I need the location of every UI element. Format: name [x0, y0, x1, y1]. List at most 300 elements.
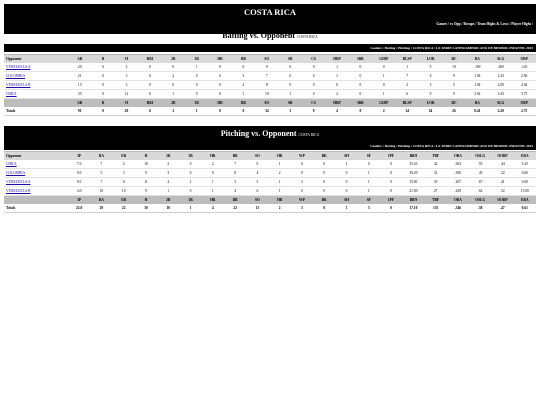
pitching-totals-cell: 4: [202, 204, 224, 213]
pitching-totals-cell: 17.10: [402, 204, 424, 213]
pitching-footer-header-row: [4, 196, 536, 205]
batting-stat-cell: 9: [255, 63, 278, 72]
pitching-stat-cell: 7: [224, 160, 246, 169]
batting-stat-cell: 0: [302, 63, 325, 72]
pitching-stat-cell: 0: [335, 187, 357, 196]
batting-stat-cell: 0: [372, 63, 395, 72]
batting-footer-column-header: BB: [232, 99, 255, 108]
batting-table-row: [4, 72, 536, 81]
batting-totals-cell: 2: [372, 107, 395, 116]
batting-table: [4, 54, 536, 116]
pitching-stat-cell: 0: [380, 160, 402, 169]
pitching-footer-column-header: SF: [358, 196, 380, 205]
batting-stat-cell: 0: [91, 81, 114, 90]
batting-stat-cell: 2: [232, 81, 255, 90]
pitching-stat-cell: 6: [246, 187, 268, 196]
batting-column-header: RBI: [138, 55, 161, 64]
batting-stat-cell: 3.92: [466, 90, 489, 99]
top-nav-links[interactable]: Games / vs Opp / Recaps / Team Highs & Lows / Player Highs /: [436, 22, 533, 26]
batting-stat-cell: 2.94: [512, 81, 536, 90]
pitching-totals-cell: 1: [335, 204, 357, 213]
batting-stat-cell: 0: [325, 81, 348, 90]
batting-breadcrumb[interactable]: Leaders / Batting / Pitching / COSTA RICA / LX SERIE LATINOAMERICANO DE BEISBOL INFANTIL 2023: [370, 46, 533, 50]
pitching-stat-cell: 2: [269, 169, 291, 178]
pitching-stat-cell: 31: [425, 169, 447, 178]
pitching-totals-label: Totals: [4, 204, 68, 213]
batting-column-header: R: [91, 55, 114, 64]
pitching-stat-cell: 5: [90, 169, 112, 178]
batting-stat-cell: 2: [395, 81, 418, 90]
batting-stat-cell: 10: [442, 63, 465, 72]
pitching-stat-cell: 0: [291, 169, 313, 178]
pitching-column-header: ERA: [514, 152, 536, 161]
pitching-column-header: HR: [202, 152, 224, 161]
batting-footer-header-row: [4, 99, 536, 108]
pitching-stat-cell: 0: [135, 169, 157, 178]
batting-stat-cell: 2.43: [489, 72, 512, 81]
batting-stat-cell: 1: [185, 63, 208, 72]
batting-stat-cell: 2: [162, 72, 185, 81]
batting-stat-cell: 0: [302, 81, 325, 90]
pitching-title-block: [4, 126, 536, 138]
batting-stat-cell: 2.56: [512, 72, 536, 81]
pitching-stat-cell: 7: [90, 178, 112, 187]
pitching-column-header: 2B: [157, 152, 179, 161]
pitching-stat-cell: 0: [335, 178, 357, 187]
batting-footer-column-header: SO: [255, 99, 278, 108]
pitching-stat-cell: 1: [157, 187, 179, 196]
batting-stat-cell: 3.43: [489, 90, 512, 99]
pitching-stat-cell: 3: [291, 178, 313, 187]
opponent-link[interactable]: VENEZUELA B: [6, 83, 31, 87]
batting-stat-cell: 7: [255, 72, 278, 81]
batting-stat-cell: 1: [232, 90, 255, 99]
pitching-stat-cell: 0: [313, 187, 335, 196]
pitching-stat-cell: 1: [269, 178, 291, 187]
batting-totals-cell: 91: [68, 107, 91, 116]
batting-totals-cell: 1: [279, 107, 302, 116]
pitching-stat-cell: 4: [246, 169, 268, 178]
pitching-column-header: H: [135, 152, 157, 161]
batting-title-block: [4, 31, 536, 40]
batting-column-header: AB: [68, 55, 91, 64]
batting-stat-cell: 21: [68, 72, 91, 81]
pitching-stat-cell: 1: [202, 187, 224, 196]
pitching-table: [4, 151, 536, 213]
batting-stat-cell: 0: [208, 90, 231, 99]
pitching-totals-cell: .346: [447, 204, 469, 213]
pitching-stat-cell: 0: [380, 178, 402, 187]
batting-stat-cell: 0: [138, 72, 161, 81]
pitching-opponent-cell: [4, 169, 68, 178]
pitching-footer-column-header: 2B: [157, 196, 179, 205]
batting-table-row: [4, 90, 536, 99]
pitching-stat-cell: 0: [313, 178, 335, 187]
batting-breadcrumb-bar: [4, 44, 536, 52]
batting-column-header: SB: [279, 55, 302, 64]
pitching-totals-cell: 3: [358, 204, 380, 213]
batting-stat-cell: 0: [138, 63, 161, 72]
pitching-footer-column-header: ER: [113, 196, 135, 205]
pitching-stat-cell: .429: [447, 187, 469, 196]
batting-totals-row: [4, 107, 536, 116]
batting-stat-cell: 2.00: [489, 81, 512, 90]
opponent-link[interactable]: VENEZUELA B: [6, 189, 31, 193]
pitching-totals-cell: 30: [135, 204, 157, 213]
batting-column-header: HBP: [325, 55, 348, 64]
batting-column-header: Opponent: [4, 55, 68, 64]
pitching-stat-cell: 6.00: [514, 169, 536, 178]
batting-column-header: H: [115, 55, 138, 64]
batting-column-header: BC: [442, 55, 465, 64]
batting-stat-cell: 1: [395, 63, 418, 72]
batting-stat-cell: 5: [442, 81, 465, 90]
pitching-breadcrumb[interactable]: Leaders / Batting / Pitching / COSTA RICA / LX SERIE LATINOAMERICANO DE BEISBOL INFANTIL 2023: [370, 144, 533, 148]
batting-stat-cell: .143: [512, 63, 536, 72]
batting-footer-column-header: 2B: [162, 99, 185, 108]
batting-stat-cell: .200: [489, 63, 512, 72]
pitching-opponent-cell: [4, 187, 68, 196]
batting-totals-label: Totals: [4, 107, 68, 116]
pitching-totals-cell: .47: [491, 204, 513, 213]
pitching-column-header: OSLG: [469, 152, 491, 161]
pitching-stat-cell: 10: [135, 160, 157, 169]
batting-totals-cell: 14: [395, 107, 418, 116]
batting-stat-cell: 1: [325, 72, 348, 81]
batting-stat-cell: 5: [419, 63, 442, 72]
batting-totals-cell: 1: [185, 107, 208, 116]
pitching-footer-column-header: SO: [246, 196, 268, 205]
pitching-footer-column-header: BB/9: [402, 196, 424, 205]
pitching-stat-cell: 3: [157, 169, 179, 178]
pitching-stat-cell: 1: [269, 160, 291, 169]
pitching-column-header: TBF: [425, 152, 447, 161]
batting-totals-cell: 34: [255, 107, 278, 116]
pitching-totals-cell: 29: [90, 204, 112, 213]
batting-opponent-cell: [4, 63, 68, 72]
batting-column-header: RLSP: [395, 55, 418, 64]
pitching-stat-cell: 3.43: [514, 160, 536, 169]
batting-footer-column-header: SLG: [489, 99, 512, 108]
batting-footer-column-header: LOB: [419, 99, 442, 108]
pitching-stat-cell: 0.0: [68, 178, 90, 187]
pitching-stat-cell: 0: [358, 160, 380, 169]
pitching-stat-cell: 1: [202, 178, 224, 187]
pitching-stat-cell: 0: [291, 187, 313, 196]
batting-stat-cell: 0: [185, 72, 208, 81]
pitching-footer-column-header: OOBP: [491, 196, 513, 205]
pitching-stat-cell: .67: [469, 178, 491, 187]
pitching-stat-cell: 0: [179, 160, 201, 169]
opponent-link[interactable]: CHILE: [6, 162, 17, 166]
pitching-footer-column-header: ERA: [514, 196, 536, 205]
pitching-footer-column-header: IPF: [380, 196, 402, 205]
pitching-totals-cell: 10: [157, 204, 179, 213]
team-title: COSTA RICA: [243, 7, 297, 17]
batting-totals-cell: 2.20: [489, 107, 512, 116]
batting-stat-cell: 10: [255, 90, 278, 99]
batting-stat-cell: 9: [442, 72, 465, 81]
pitching-stat-cell: .41: [491, 178, 513, 187]
pitching-stat-cell: 0: [179, 187, 201, 196]
batting-stat-cell: 12: [115, 90, 138, 99]
pitching-totals-cell: 22: [113, 204, 135, 213]
batting-stat-cell: 1: [279, 90, 302, 99]
pitching-stat-cell: 15.00: [514, 187, 536, 196]
batting-footer-column-header: 3B: [185, 99, 208, 108]
batting-totals-cell: 4: [325, 107, 348, 116]
pitching-totals-cell: 2: [269, 204, 291, 213]
pitching-stat-cell: 8: [224, 169, 246, 178]
pitching-column-header: WP: [291, 152, 313, 161]
pitching-totals-cell: 13: [246, 204, 268, 213]
pitching-footer-column-header: OSLG: [469, 196, 491, 205]
pitching-stat-cell: 1: [269, 187, 291, 196]
opponent-link[interactable]: VENEZUELA A: [6, 180, 31, 184]
batting-stat-cell: 35: [68, 90, 91, 99]
pitching-opponent-cell: [4, 178, 68, 187]
pitching-stat-cell: .62: [469, 187, 491, 196]
batting-totals-cell: 0: [349, 107, 372, 116]
pitching-footer-column-header: H: [135, 196, 157, 205]
pitching-stat-cell: 0: [113, 178, 135, 187]
pitching-table-row: [4, 178, 536, 187]
batting-column-header: BB: [232, 55, 255, 64]
pitching-title-bar: [4, 126, 536, 150]
batting-footer-column-header: CS: [302, 99, 325, 108]
batting-footer-column-header: OBP: [512, 99, 536, 108]
pitching-column-header: SF: [358, 152, 380, 161]
batting-stat-cell: 0: [302, 72, 325, 81]
batting-column-header: IBB: [349, 55, 372, 64]
pitching-table-row: [4, 187, 536, 196]
pitching-header-row: [4, 152, 536, 161]
batting-column-header: SO: [255, 55, 278, 64]
pitching-stat-cell: 0: [246, 160, 268, 169]
batting-stat-cell: 9: [442, 90, 465, 99]
pitching-stat-cell: 3: [246, 178, 268, 187]
pitching-footer-column-header: TBF: [425, 196, 447, 205]
batting-column-header: 3B: [185, 55, 208, 64]
batting-stat-cell: 0: [372, 81, 395, 90]
pitching-stat-cell: 4: [113, 160, 135, 169]
batting-stat-cell: 0: [349, 72, 372, 81]
pitching-footer-column-header: BK: [313, 196, 335, 205]
batting-title: Batting vs. Opponent: [222, 31, 295, 40]
batting-stat-cell: 5: [419, 81, 442, 90]
batting-header-row: [4, 55, 536, 64]
batting-stat-cell: 0: [302, 90, 325, 99]
pitching-subtitle: COSTA RICA: [298, 133, 320, 137]
pitching-stat-cell: .44: [491, 160, 513, 169]
batting-stat-cell: 6: [419, 72, 442, 81]
pitching-stat-cell: 0: [380, 187, 402, 196]
batting-stat-cell: 6: [138, 90, 161, 99]
pitching-opponent-cell: [4, 160, 68, 169]
batting-stat-cell: 0: [208, 72, 231, 81]
batting-stat-cell: 3.75: [512, 90, 536, 99]
batting-stat-cell: 0: [349, 63, 372, 72]
batting-stat-cell: 1.94: [466, 72, 489, 81]
pitching-column-header: ER: [113, 152, 135, 161]
pitching-stat-cell: 15.00: [402, 178, 424, 187]
batting-footer-column-header: RBI: [138, 99, 161, 108]
pitching-stat-cell: 4: [157, 178, 179, 187]
batting-stat-cell: 0: [185, 90, 208, 99]
batting-stat-cell: 1.94: [466, 81, 489, 90]
pitching-footer-column-header: SH: [335, 196, 357, 205]
batting-totals-cell: 3: [162, 107, 185, 116]
batting-stat-cell: 2: [115, 63, 138, 72]
pitching-stat-cell: 0: [179, 169, 201, 178]
batting-column-header: GIDP: [372, 55, 395, 64]
pitching-stat-cell: .303: [447, 160, 469, 169]
pitching-stat-cell: 1: [179, 178, 201, 187]
batting-totals-cell: 20: [115, 107, 138, 116]
pitching-footer-column-header: [4, 196, 68, 205]
pitching-stat-cell: 4: [224, 187, 246, 196]
batting-stat-cell: 0: [162, 63, 185, 72]
batting-totals-cell: 6: [232, 107, 255, 116]
batting-stat-cell: 3: [115, 81, 138, 90]
batting-opponent-cell: [4, 81, 68, 90]
pitching-column-header: IPF: [380, 152, 402, 161]
pitching-stat-cell: 9.0: [68, 169, 90, 178]
batting-column-header: SLG: [489, 55, 512, 64]
batting-subtitle: COSTA RICA: [296, 35, 318, 39]
batting-stat-cell: 0: [208, 63, 231, 72]
pitching-stat-cell: 0: [380, 169, 402, 178]
batting-column-header: OBP: [512, 55, 536, 64]
batting-totals-cell: 0.41: [466, 107, 489, 116]
pitching-stat-cell: 27: [425, 187, 447, 196]
pitching-stat-cell: 2: [157, 160, 179, 169]
batting-footer-column-header: IBB: [349, 99, 372, 108]
batting-stat-cell: 8: [255, 81, 278, 90]
batting-stat-cell: 0: [91, 63, 114, 72]
batting-footer-column-header: RLSP: [395, 99, 418, 108]
pitching-column-header: IP: [68, 152, 90, 161]
pitching-footer-column-header: OBA: [447, 196, 469, 205]
pitching-stat-cell: 0: [291, 160, 313, 169]
pitching-stat-cell: .300: [447, 169, 469, 178]
pitching-table-row: [4, 160, 536, 169]
pitching-column-header: HB: [269, 152, 291, 161]
pitching-totals-cell: 0.61: [514, 204, 536, 213]
pitching-stat-cell: .52: [491, 169, 513, 178]
batting-totals-cell: 26: [442, 107, 465, 116]
batting-column-header: BA: [466, 55, 489, 64]
batting-stat-cell: 9: [419, 90, 442, 99]
pitching-footer-column-header: HB: [269, 196, 291, 205]
opponent-link[interactable]: COLOMBIA: [6, 74, 26, 78]
pitching-stat-cell: 21.00: [402, 187, 424, 196]
pitching-totals-cell: 0: [380, 204, 402, 213]
batting-column-header: LOB: [419, 55, 442, 64]
batting-stat-cell: 7: [395, 72, 418, 81]
batting-stat-cell: 3: [232, 72, 255, 81]
pitching-column-header: SO: [246, 152, 268, 161]
batting-stat-cell: 0: [279, 63, 302, 72]
opponent-link[interactable]: CHILE: [6, 92, 17, 96]
pitching-totals-cell: 1: [179, 204, 201, 213]
batting-footer-column-header: BA: [466, 99, 489, 108]
pitching-column-header: OOBP: [491, 152, 513, 161]
batting-stat-cell: 1: [325, 63, 348, 72]
opponent-link[interactable]: VENEZUELA A: [6, 65, 31, 69]
pitching-stat-cell: .55: [469, 160, 491, 169]
batting-stat-cell: 0: [208, 81, 231, 90]
batting-opponent-cell: [4, 72, 68, 81]
batting-column-header: HR: [208, 55, 231, 64]
pitching-stat-cell: 3: [224, 178, 246, 187]
batting-opponent-cell: [4, 90, 68, 99]
pitching-stat-cell: 35: [425, 178, 447, 187]
pitching-stat-cell: 10: [90, 187, 112, 196]
batting-stat-cell: 6: [395, 90, 418, 99]
pitching-stat-cell: 42: [425, 160, 447, 169]
batting-column-header: CS: [302, 55, 325, 64]
batting-stat-cell: 0: [91, 90, 114, 99]
batting-stat-cell: 20: [68, 63, 91, 72]
batting-totals-cell: 0: [208, 107, 231, 116]
pitching-totals-cell: 22.0: [68, 204, 90, 213]
pitching-stat-cell: 39.29: [402, 169, 424, 178]
pitching-stat-cell: 7.0: [68, 160, 90, 169]
pitching-stat-cell: 1: [358, 178, 380, 187]
batting-table-row: [4, 81, 536, 90]
pitching-title: Pitching vs. Opponent: [220, 129, 297, 138]
pitching-stat-cell: 6.00: [514, 178, 536, 187]
batting-footer-column-header: SB: [279, 99, 302, 108]
pitching-footer-column-header: 3B: [179, 196, 201, 205]
batting-footer-column-header: HR: [208, 99, 231, 108]
batting-column-header: 2B: [162, 55, 185, 64]
pitching-stat-cell: 3: [113, 169, 135, 178]
batting-stat-cell: 2: [325, 90, 348, 99]
pitching-stat-cell: 0: [202, 169, 224, 178]
batting-stat-cell: 0: [138, 81, 161, 90]
batting-footer-column-header: [4, 99, 68, 108]
pitching-table-row: [4, 169, 536, 178]
team-header: [4, 4, 536, 34]
batting-footer-column-header: H: [115, 99, 138, 108]
pitching-stat-cell: 1: [335, 160, 357, 169]
batting-stat-cell: 1: [162, 90, 185, 99]
pitching-stat-cell: .267: [447, 178, 469, 187]
pitching-totals-cell: 0: [313, 204, 335, 213]
pitching-stat-cell: 0: [335, 169, 357, 178]
batting-totals-cell: 0: [91, 107, 114, 116]
pitching-totals-cell: 22: [224, 204, 246, 213]
pitching-totals-cell: 3: [291, 204, 313, 213]
pitching-stat-cell: 7: [90, 160, 112, 169]
opponent-link[interactable]: COLOMBIA: [6, 171, 26, 175]
pitching-stat-cell: 2: [202, 160, 224, 169]
pitching-stat-cell: 10: [113, 187, 135, 196]
batting-stat-cell: 0: [279, 81, 302, 90]
pitching-footer-column-header: RA: [90, 196, 112, 205]
batting-totals-cell: 2.75: [512, 107, 536, 116]
batting-stat-cell: 0: [279, 72, 302, 81]
batting-footer-column-header: BC: [442, 99, 465, 108]
batting-stat-cell: 0: [91, 72, 114, 81]
pitching-stat-cell: 9: [135, 187, 157, 196]
pitching-totals-cell: .58: [469, 204, 491, 213]
pitching-stat-cell: 0: [313, 160, 335, 169]
batting-stat-cell: .100: [466, 63, 489, 72]
pitching-totals-cell: 135: [425, 204, 447, 213]
